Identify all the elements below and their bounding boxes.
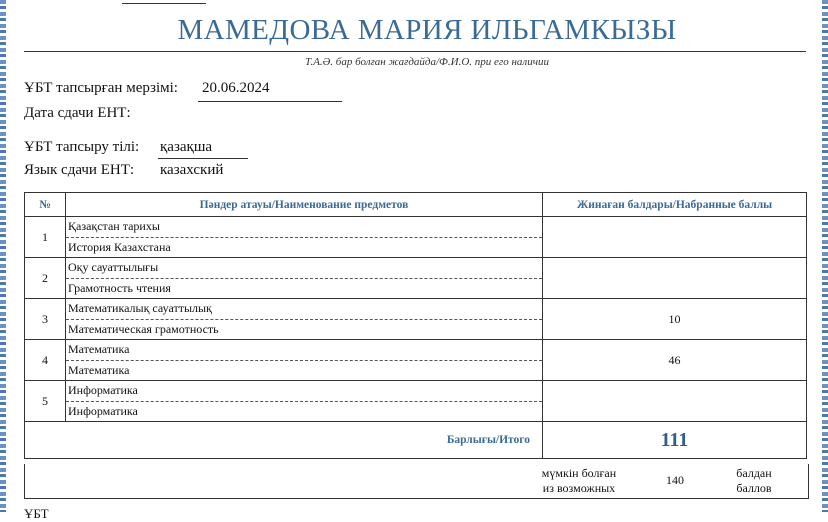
points-label-kz: балдан bbox=[736, 466, 772, 480]
scores-table bbox=[24, 192, 807, 459]
student-name: МАМЕДОВА МАРИЯ ИЛЬГАМКЫЗЫ bbox=[177, 14, 677, 46]
row-score: 10 bbox=[543, 299, 807, 340]
subject-kz: Қазақстан тарихы bbox=[66, 217, 542, 238]
exam-date-value: 20.06.2024 bbox=[202, 80, 270, 96]
total-label: Барлығы/Итого bbox=[25, 422, 543, 459]
subject-ru: Информатика bbox=[68, 403, 138, 418]
table-row bbox=[25, 299, 807, 340]
name-caption: Т.А.Ә. бар болған жағдайда/Ф.И.О. при его наличии bbox=[305, 56, 549, 68]
row-number: 2 bbox=[25, 258, 66, 299]
subject-kz: Математика bbox=[66, 340, 542, 361]
exam-date-label-ru: Дата сдачи ЕНТ: bbox=[24, 105, 131, 121]
subject-ru: Грамотность чтения bbox=[68, 280, 171, 295]
row-number: 1 bbox=[25, 217, 66, 258]
top-rule bbox=[122, 3, 206, 4]
subject-ru: Математика bbox=[68, 362, 130, 377]
row-score: 46 bbox=[543, 340, 807, 381]
subject-ru: Математическая грамотность bbox=[68, 321, 219, 336]
header-score: Жинаған балдары/Набранные баллы bbox=[543, 193, 807, 217]
row-subject bbox=[66, 299, 543, 340]
row-score bbox=[543, 381, 807, 422]
subject-kz: Информатика bbox=[66, 381, 542, 402]
subject-kz: Математикалық сауаттылық bbox=[66, 299, 542, 320]
total-row bbox=[25, 422, 807, 459]
exam-date-underline bbox=[198, 101, 342, 102]
total-score: 111 bbox=[543, 422, 807, 459]
subject-kz: Оқу сауаттылығы bbox=[66, 258, 542, 279]
row-score bbox=[543, 258, 807, 299]
header-subject: Пәндер атауы/Наименование предметов bbox=[66, 193, 543, 217]
exam-language-underline bbox=[158, 158, 248, 159]
table-row bbox=[25, 381, 807, 422]
exam-date-label-kz: ҰБТ тапсырған мерзімі: bbox=[24, 80, 178, 96]
header-number: № bbox=[25, 193, 66, 217]
name-underline bbox=[24, 51, 806, 52]
row-number: 3 bbox=[25, 299, 66, 340]
row-number: 4 bbox=[25, 340, 66, 381]
exam-language-label-ru: Язык сдачи ЕНТ: bbox=[24, 162, 135, 178]
left-decorative-border bbox=[0, 0, 6, 512]
table-row bbox=[25, 258, 807, 299]
table-row bbox=[25, 340, 807, 381]
row-subject bbox=[66, 381, 543, 422]
points-label-ru: баллов bbox=[736, 481, 772, 495]
table-header-row bbox=[25, 193, 807, 217]
max-score-row bbox=[24, 464, 809, 499]
row-number: 5 bbox=[25, 381, 66, 422]
right-decorative-border bbox=[822, 0, 828, 512]
row-subject bbox=[66, 258, 543, 299]
exam-language-value-ru: казахский bbox=[160, 162, 224, 178]
subject-ru: История Казахстана bbox=[68, 239, 171, 254]
possible-label-ru: из возможных bbox=[542, 481, 616, 495]
truncated-footer-text: ҰБТ bbox=[24, 506, 49, 521]
row-subject bbox=[66, 340, 543, 381]
exam-language-value-kz: қазақша bbox=[160, 139, 213, 155]
row-subject bbox=[66, 217, 543, 258]
table-row bbox=[25, 217, 807, 258]
max-score-value: 140 bbox=[666, 473, 684, 487]
possible-label-kz: мүмкін болған bbox=[541, 466, 617, 480]
exam-language-label-kz: ҰБТ тапсыру тілі: bbox=[24, 139, 140, 155]
row-score bbox=[543, 217, 807, 258]
